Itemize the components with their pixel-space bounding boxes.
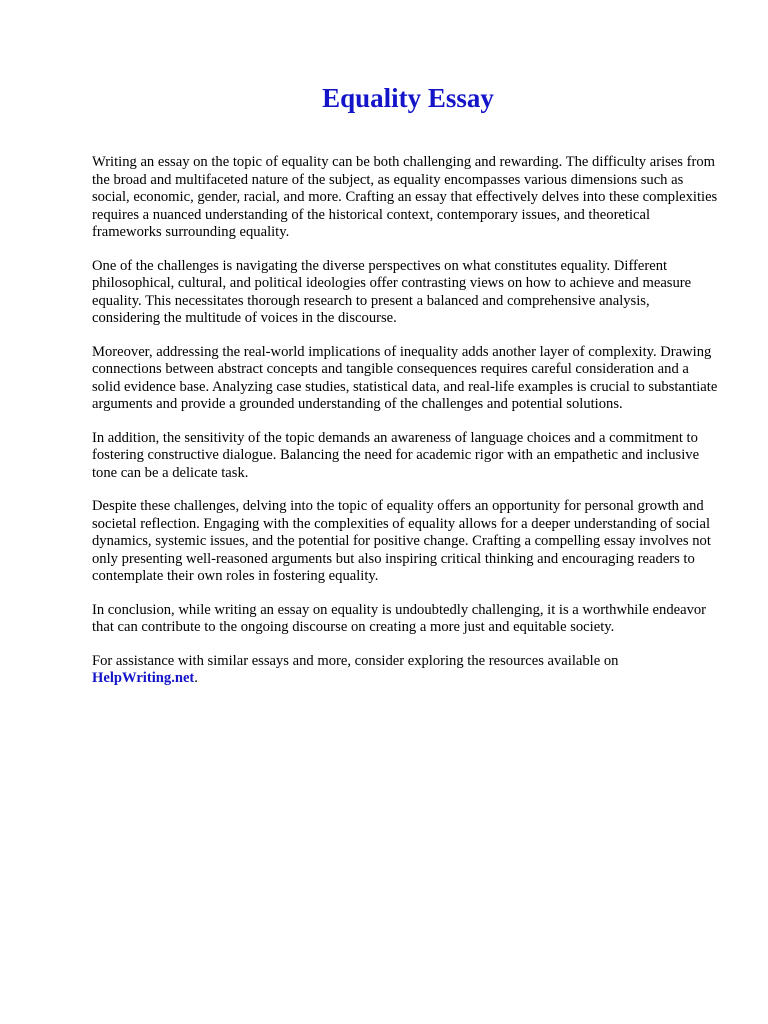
paragraph-5: Despite these challenges, delving into the topic of equality offers an opportunity for personal growth and societal reflection. Engaging with the complexities of equality allows for a deeper understanding of social dynamics, systemic issues, and the potential for positive change. Crafting a compelling essay involves not only presenting well-reasoned arguments but also inspiring critical thinking and encouraging readers to contemplate their own roles in fostering equality. [92, 498, 711, 584]
paragraph-3: Moreover, addressing the real-world implications of inequality adds another layer of complexity. Drawing connections between abstract concepts and tangible consequences requires careful consideration and a solid evidence base. Analyzing case studies, statistical data, and real-life examples is crucial to substantiate arguments and provide a grounded understanding of the challenges and potential solutions. [92, 343, 718, 412]
paragraph-6: In conclusion, while writing an essay on equality is undoubtedly challenging, it is a worthwhile endeavor that can contribute to the ongoing discourse on creating a more just and equitable society. [92, 601, 707, 635]
page-title: Equality Essay [322, 83, 494, 113]
paragraph-1: Writing an essay on the topic of equality can be both challenging and rewarding. The difficulty arises from the broad and multifaceted nature of the subject, as equality encompasses various dimensions such as social, economic, gender, racial, and more. Crafting an essay that effectively delves into these complexities requires a nuanced understanding of the historical context, contemporary issues, and theoretical frameworks surrounding equality. [92, 154, 718, 240]
paragraph-2: One of the challenges is navigating the diverse perspectives on what constitutes equality. Different philosophical, cultural, and political ideologies offer contrasting views on how to achieve and measure equality. This necessitates thorough research to present a balanced and comprehensive analysis, considering the multitude of voices in the discourse. [92, 257, 692, 326]
closing-text: For assistance with similar essays and more, consider exploring the resources available on [92, 652, 619, 669]
helpwriting-link[interactable]: HelpWriting.net [92, 670, 195, 686]
closing-paragraph [92, 653, 720, 688]
closing-suffix: . [194, 670, 198, 686]
paragraph-4: In addition, the sensitivity of the topic demands an awareness of language choices and a commitment to fostering constructive dialogue. Balancing the need for academic rigor with an empathetic and inclusive tone can be a delicate task. [92, 429, 700, 481]
